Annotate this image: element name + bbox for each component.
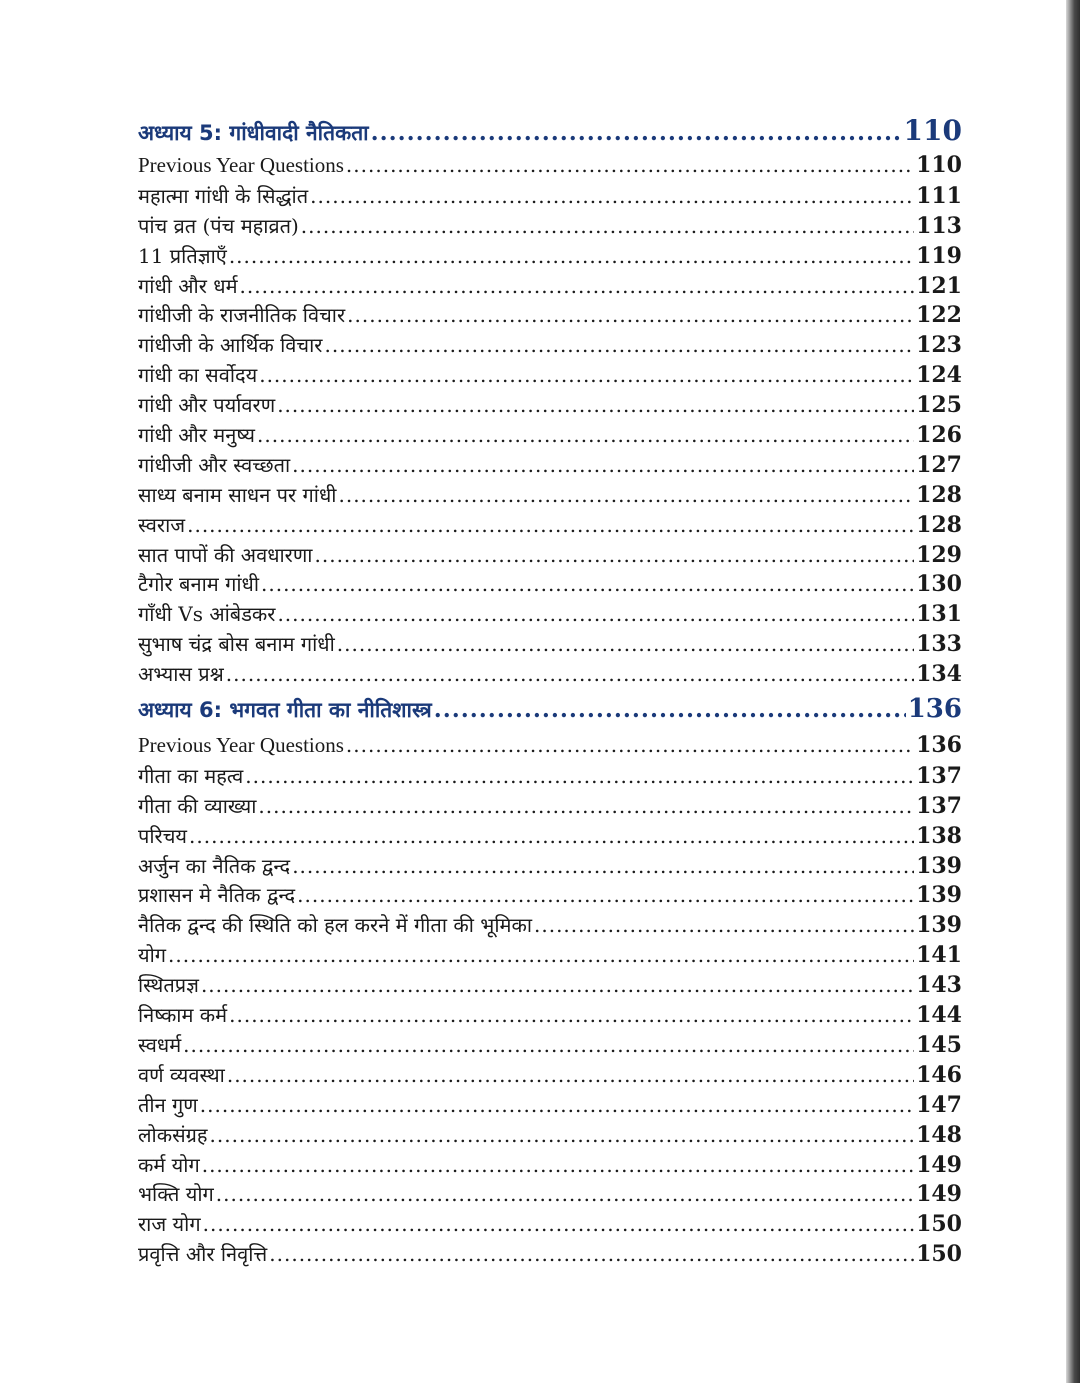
entry-title: वर्ण व्यवस्था [138, 1062, 225, 1087]
page-number: 130 [916, 571, 962, 598]
entry-title: प्रवृत्ति और निवृत्ति [138, 1242, 268, 1267]
toc-entry[interactable] [138, 660, 962, 690]
toc-entry[interactable] [138, 1061, 962, 1091]
chapter-title: अध्याय 6: भगवत गीता का नीतिशास्त्र [138, 698, 432, 723]
entry-title: गांधी और धर्म [138, 273, 238, 298]
chapter-6-entries [138, 732, 962, 1270]
leader-dots [201, 973, 914, 997]
page-number: 143 [916, 972, 962, 999]
entry-title: 11 प्रतिज्ञाएँ [138, 243, 227, 268]
entry-title: साध्य बनाम साधन पर गांधी [138, 482, 337, 507]
page-number: 131 [916, 601, 962, 628]
entry-title: गांधी का सर्वोदय [138, 363, 258, 388]
entry-title: गांधीजी और स्वच्छता [138, 452, 291, 477]
entry-title: गीता का महत्व [138, 763, 244, 788]
toc-entry[interactable] [138, 822, 962, 852]
toc-entry[interactable] [138, 762, 962, 792]
page-number: 128 [916, 511, 962, 538]
toc-entry[interactable] [138, 421, 962, 451]
page-number: 126 [916, 422, 962, 449]
toc-entry[interactable] [138, 541, 962, 571]
leader-dots [434, 696, 906, 723]
toc-entry[interactable] [138, 732, 962, 762]
entry-title: लोकसंग्रह [138, 1122, 208, 1147]
toc-entry[interactable] [138, 570, 962, 600]
entry-title: तीन गुण [138, 1092, 198, 1117]
entry-title: गांधीजी के आर्थिक विचार [138, 333, 323, 358]
chapter-heading-5[interactable] [138, 114, 962, 152]
leader-dots [346, 733, 914, 757]
leader-dots [257, 423, 914, 447]
leader-dots [245, 764, 914, 788]
page-number: 150 [916, 1211, 962, 1238]
entry-title: Previous Year Questions [138, 733, 344, 758]
page-number: 110 [903, 114, 962, 147]
page-number: 136 [907, 694, 962, 725]
entry-title: महात्मा गांधी के सिद्धांत [138, 183, 309, 208]
page-edge-shadow [1066, 0, 1080, 1383]
page-number: 145 [916, 1031, 962, 1058]
page-number: 123 [916, 332, 962, 359]
leader-dots [183, 1033, 914, 1057]
entry-title: गीता की व्याख्या [138, 793, 257, 818]
page-number: 146 [916, 1061, 962, 1088]
page-number: 148 [916, 1121, 962, 1148]
leader-dots [240, 274, 915, 298]
table-of-contents [138, 110, 962, 1270]
leader-dots [168, 943, 914, 967]
entry-title: सुभाष चंद्र बोस बनाम गांधी [138, 632, 335, 657]
entry-title: नैतिक द्वन्द की स्थिति को हल करने में गीता की भूमिका [138, 913, 532, 938]
page-number: 113 [916, 212, 962, 239]
entry-title: परिचय [138, 823, 188, 848]
entry-title: Previous Year Questions [138, 153, 344, 177]
leader-dots [277, 602, 914, 626]
entry-title: गांधी और पर्यावरण [138, 393, 276, 418]
page-number: 133 [916, 631, 962, 658]
page-number: 110 [916, 152, 962, 178]
leader-dots [292, 453, 914, 477]
entry-title: राज योग [138, 1212, 201, 1237]
page-number: 124 [916, 362, 962, 389]
page-number: 121 [916, 272, 962, 299]
entry-title: गाँधी Vs आंबेडकर [138, 602, 276, 627]
toc-entry[interactable] [138, 481, 962, 511]
entry-title: स्वराज [138, 512, 186, 537]
toc-entry[interactable] [138, 152, 962, 182]
leader-dots [315, 543, 915, 567]
entry-title: टैगोर बनाम गांधी [138, 572, 259, 597]
page-number: 125 [916, 392, 962, 419]
leader-dots [189, 824, 914, 848]
toc-entry[interactable] [138, 881, 962, 911]
leader-dots [534, 913, 914, 937]
toc-entry[interactable] [138, 301, 962, 331]
toc-entry[interactable] [138, 971, 962, 1001]
page-number: 136 [916, 732, 962, 759]
toc-entry[interactable] [138, 242, 962, 272]
toc-entry[interactable] [138, 272, 962, 302]
page-number: 139 [916, 912, 962, 939]
leader-dots [346, 153, 914, 177]
leader-dots [259, 363, 914, 387]
toc-entry[interactable] [138, 1121, 962, 1151]
entry-title: गांधी और मनुष्य [138, 423, 256, 448]
leader-dots [371, 119, 902, 146]
entry-title: सात पापों की अवधारणा [138, 542, 313, 567]
page-number: 149 [916, 1181, 962, 1208]
leader-dots [261, 572, 914, 596]
toc-entry[interactable] [138, 1180, 962, 1210]
leader-dots [338, 483, 914, 507]
leader-dots [203, 1212, 914, 1236]
toc-entry[interactable] [138, 792, 962, 822]
chapter-title: अध्याय 5: गांधीवादी नैतिकता [138, 121, 369, 145]
leader-dots [277, 393, 914, 417]
leader-dots [226, 662, 914, 686]
leader-dots [269, 1242, 914, 1266]
page-number: 127 [916, 451, 962, 478]
toc-entry[interactable] [138, 1091, 962, 1121]
toc-entry[interactable] [138, 331, 962, 361]
toc-entry[interactable] [138, 1210, 962, 1240]
toc-entry[interactable] [138, 511, 962, 541]
page-number: 119 [916, 242, 962, 269]
toc-entry[interactable] [138, 451, 962, 481]
entry-title: प्रशासन मे नैतिक द्वन्द [138, 883, 296, 908]
toc-entry[interactable] [138, 941, 962, 971]
page-number: 129 [916, 541, 962, 568]
toc-entry[interactable] [138, 1151, 962, 1181]
toc-entry[interactable] [138, 182, 962, 212]
leader-dots [301, 214, 914, 238]
toc-entry[interactable] [138, 911, 962, 941]
leader-dots [347, 303, 914, 327]
entry-title: कर्म योग [138, 1152, 200, 1177]
toc-entry[interactable] [138, 1001, 962, 1031]
page-number: 139 [916, 852, 962, 879]
entry-title: योग [138, 943, 167, 968]
toc-entry[interactable] [138, 852, 962, 882]
entry-title: अर्जुन का नैतिक द्वन्द [138, 853, 291, 878]
entry-title: भक्ति योग [138, 1182, 214, 1207]
entry-title: पांच व्रत (पंच महाव्रत) [138, 213, 299, 238]
leader-dots [200, 1093, 914, 1117]
leader-dots [187, 513, 914, 537]
leader-dots [227, 1063, 914, 1087]
toc-entry[interactable] [138, 630, 962, 660]
entry-title: अभ्यास प्रश्न [138, 662, 224, 687]
entry-title: स्थितप्रज्ञ [138, 973, 199, 998]
page-number: 137 [916, 762, 962, 789]
toc-entry[interactable] [138, 600, 962, 630]
leader-dots [202, 1153, 914, 1177]
leader-dots [310, 184, 914, 208]
chapter-5-entries [138, 152, 962, 690]
page-number: 147 [916, 1091, 962, 1118]
toc-entry[interactable] [138, 212, 962, 242]
page-number: 111 [916, 182, 962, 209]
toc-entry[interactable] [138, 391, 962, 421]
entry-title: स्वधर्म [138, 1032, 182, 1057]
leader-dots [325, 333, 915, 357]
entry-title: निष्काम कर्म [138, 1003, 228, 1028]
leader-dots [297, 883, 914, 907]
toc-entry[interactable] [138, 1240, 962, 1270]
leader-dots [258, 794, 914, 818]
entry-title: गांधीजी के राजनीतिक विचार [138, 303, 346, 328]
leader-dots [210, 1123, 915, 1147]
page-number: 122 [916, 302, 962, 329]
toc-entry[interactable] [138, 1031, 962, 1061]
page-number: 134 [916, 661, 962, 688]
page-number: 137 [916, 792, 962, 819]
page-number: 138 [916, 822, 962, 849]
chapter-heading-6[interactable] [138, 694, 962, 732]
leader-dots [229, 1003, 914, 1027]
page-number: 128 [916, 481, 962, 508]
leader-dots [337, 632, 914, 656]
page-number: 144 [916, 1002, 962, 1029]
page-number: 139 [916, 882, 962, 909]
leader-dots [292, 854, 914, 878]
page-number: 150 [916, 1241, 962, 1268]
page-number: 149 [916, 1151, 962, 1178]
leader-dots [216, 1182, 914, 1206]
leader-dots [229, 244, 914, 268]
toc-entry[interactable] [138, 361, 962, 391]
page-number: 141 [916, 942, 962, 969]
